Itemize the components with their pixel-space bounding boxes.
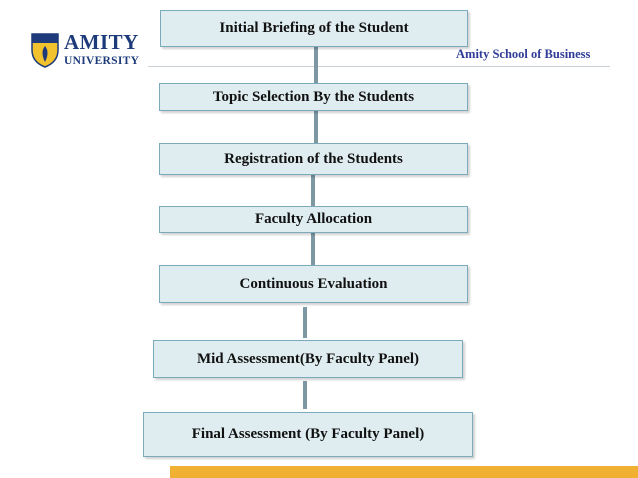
connector-arrow — [314, 47, 318, 83]
school-name: Amity School of Business — [456, 47, 591, 61]
footer-accent-bar — [170, 466, 638, 478]
connector-arrow — [303, 381, 307, 409]
step-final-assessment: Final Assessment (By Faculty Panel) — [143, 412, 473, 457]
connector-arrow — [314, 111, 318, 147]
step-continuous-evaluation: Continuous Evaluation — [159, 265, 468, 303]
step-initial-briefing: Initial Briefing of the Student — [160, 10, 468, 47]
connector-arrow — [303, 307, 307, 338]
step-faculty-allocation: Faculty Allocation — [159, 206, 468, 233]
step-registration: Registration of the Students — [159, 143, 468, 175]
logo-subtitle: UNIVERSITY — [64, 55, 140, 67]
connector-arrow — [311, 233, 315, 269]
logo-name: AMITY — [64, 30, 139, 54]
header-divider — [148, 66, 610, 67]
amity-logo — [30, 30, 142, 70]
step-mid-assessment: Mid Assessment(By Faculty Panel) — [153, 340, 463, 378]
shield-icon — [30, 32, 60, 68]
step-topic-selection: Topic Selection By the Students — [159, 83, 468, 111]
